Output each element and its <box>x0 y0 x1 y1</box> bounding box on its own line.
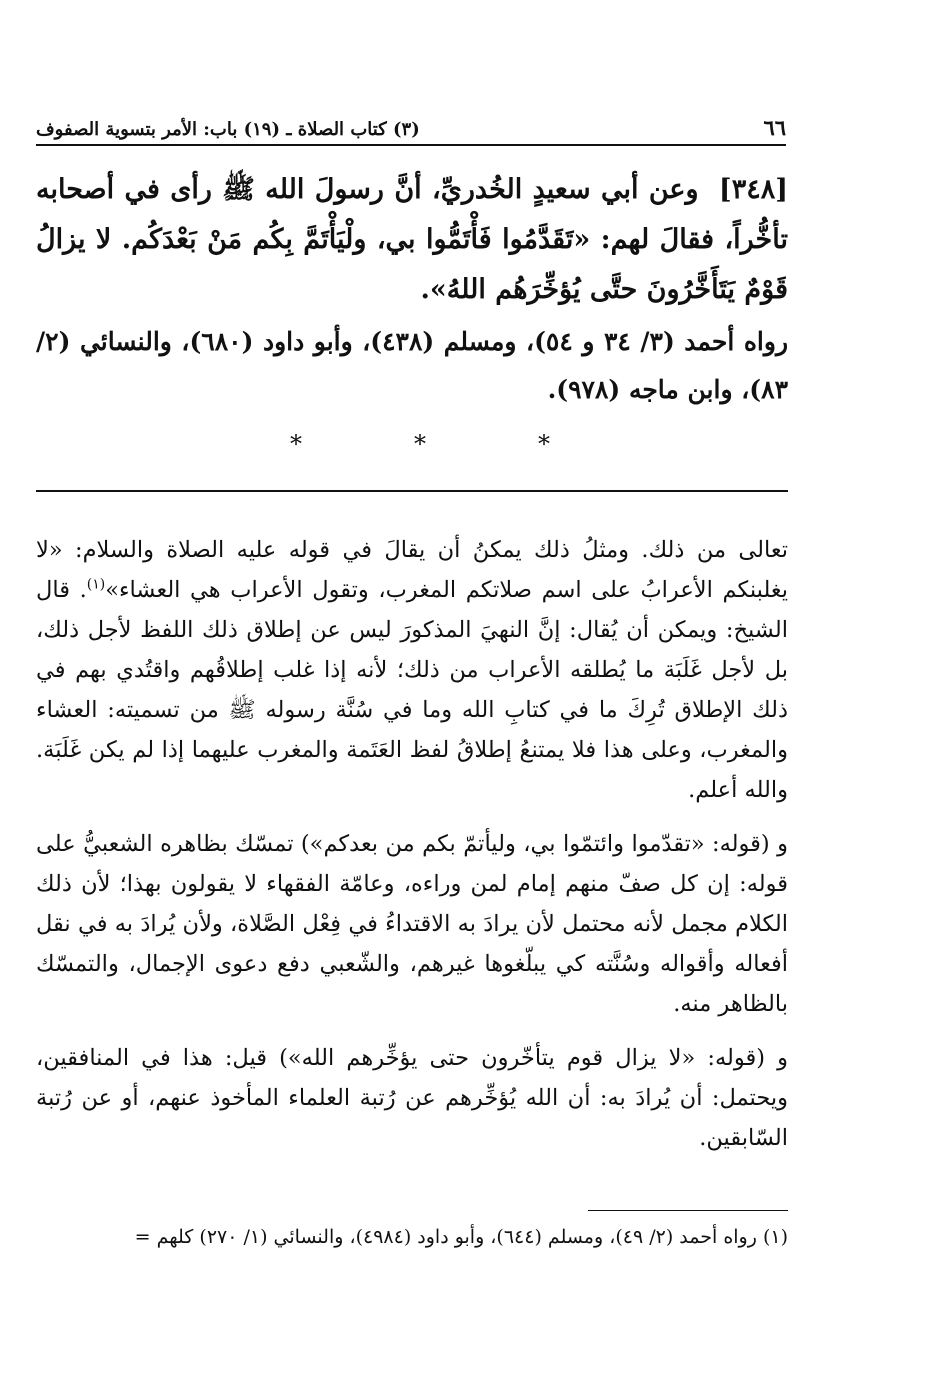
star-glyph: * <box>414 430 426 458</box>
section-divider <box>36 490 788 492</box>
commentary-paragraph: و (قوله: «تقدّموا وائتمّوا بي، وليأتمّ بكم من بعدكم») تمسّك بظاهره الشعبيُّ على قوله: إن كل صفّ منهم إمام لمن وراءه، وعامّة الفقهاء لا يقولون بهذا؛ لأن ذلك الكلام مجمل لأنه محتمل لأن يرادَ به الاقتداءُ في فِعْل الصَّلاة، ولأن يُرادَ به في نقل أفعاله وأقواله وسُنَّته كي يبلّغوها غيرهم، والشّعبي دفع دعوى الإجمال، والتمسّك بالظاهر منه. <box>36 831 788 1017</box>
hadith-block <box>36 165 788 315</box>
commentary-text: تعالى من ذلك. ومثلُ ذلك يمكنُ أن يقالَ في قوله عليه الصلاة والسلام: «لا يغلبنكم الأعرابُ على اسم صلاتكم المغرب، وتقول الأعراب هي العشاء» <box>36 537 789 603</box>
footnote-reference[interactable]: (١) <box>86 576 106 593</box>
footnote: (١) رواه أحمد (٢/ ٤٩)، ومسلم (٦٤٤)، وأبو داود (٤٩٨٤)، والنسائي (١/ ٢٧٠) كلهم = <box>134 1226 788 1248</box>
footnote-divider <box>588 1210 788 1211</box>
star-glyph: * <box>290 430 302 458</box>
hadith-text: وعن أبي سعيدٍ الخُدريِّ، أنَّ رسولَ الله ﷺ رأى في أصحابه تأخُّراً، فقالَ لهم: «تَقَدَّمُوا فَأْتَمُّوا بي، ولْيَأْتَمَّ بِكُم مَنْ بَعْدَكُم. لا يزالُ قَوْمٌ يَتَأَخَّرُونَ حتَّى يُؤخِّرَهُم اللهُ». <box>36 174 788 305</box>
commentary <box>36 530 788 1172</box>
page-number: ٦٦ <box>763 115 786 140</box>
commentary-text: . قال الشيخ: ويمكن أن يُقال: إنَّ النهيَ المذكورَ ليس عن إطلاق ذلك اللفظ لأجل ذلك، بل لأجل غَلَبَة ما يُطلقه الأعراب من ذلك؛ لأنه إذا غلب إطلاقُهم واقتُدي بهم في ذلك الإطلاق تُرِكَ ما في كتابِ الله وما في سُنَّة رسوله ﷺ من تسميته: العشاء والمغرب، وعلى هذا فلا يمتنعُ إطلاقُ لفظ العَتَمة والمغرب عليهما إذا لم يكن غَلَبَة. والله أعلم. <box>36 577 788 803</box>
running-title: (٣) كتاب الصلاة ـ (١٩) باب: الأمر بتسوية الصفوف <box>36 119 420 140</box>
commentary-paragraph: و (قوله: «لا يزال قوم يتأخّرون حتى يؤخِّرهم الله») قيل: هذا في المنافقين، ويحتمل: أن يُرادَ به: أن الله يُؤخِّرهم عن رُتبة العلماء المأخوذ عنهم، أو عن رُتبة السّابقين. <box>36 1045 788 1151</box>
commentary-paragraph <box>36 530 788 810</box>
running-head <box>36 96 786 146</box>
star-separator <box>290 430 550 458</box>
star-glyph: * <box>538 430 550 458</box>
hadith-takhrij: رواه أحمد (٣/ ٣٤ و ٥٤)، ومسلم (٤٣٨)، وأبو داود (٦٨٠)، والنسائي (٢/ ٨٣)، وابن ماجه (٩٧٨). <box>36 327 789 404</box>
hadith-number: [٣٤٨] <box>718 174 788 205</box>
